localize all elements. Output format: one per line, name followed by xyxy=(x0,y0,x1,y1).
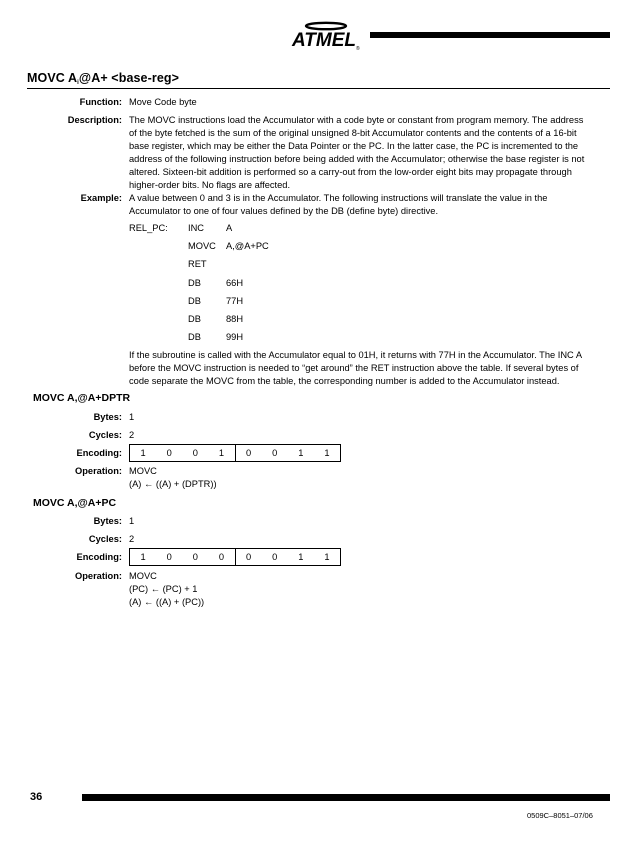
atmel-logo xyxy=(290,16,362,52)
operation-line: (PC) ← (PC) + 1 xyxy=(129,584,198,594)
code-label: REL_PC: xyxy=(129,223,168,233)
encoding-bit: 0 xyxy=(272,552,278,562)
description-line: of the byte fetched is the sum of the original unsigned 8-bit Accumulator contents and the contents of a 16-bit xyxy=(129,128,577,138)
bytes-value: 1 xyxy=(129,412,135,422)
operation-label: Operation: xyxy=(74,571,122,581)
registered-mark: ® xyxy=(356,46,360,52)
code-op: MOVC xyxy=(188,241,216,251)
page-title: MOVC $A_i@A+$ <base-reg> xyxy=(27,71,180,86)
operation-text xyxy=(129,570,607,609)
encoding-bit: 1 xyxy=(298,552,304,562)
encoding-table-dptr xyxy=(129,444,341,462)
encoding-bit: 0 xyxy=(218,552,225,562)
operation-line: (A) ← ((A) + (DPTR)) xyxy=(129,479,217,489)
encoding-bit: 1 xyxy=(218,448,225,458)
code-arg: 88H xyxy=(226,314,244,324)
logo-text: ATMEL xyxy=(291,30,357,51)
encoding-bit: 0 xyxy=(192,552,198,562)
encoding-bit: 1 xyxy=(140,448,146,458)
example-after-line: code separate the MOVC from the table, the corresponding number is added to the Accumulator instead. xyxy=(129,376,560,386)
description-line: address of the following instruction before being added with the Accumulator; otherwise the base register is not xyxy=(129,154,585,164)
header-bar xyxy=(370,32,610,38)
footer-bar xyxy=(82,794,610,801)
code-op: RET xyxy=(188,259,207,269)
bytes-value: 1 xyxy=(129,516,135,526)
description-line: higher-order bits. No flags are affected. xyxy=(129,180,291,190)
cycles-label: Cycles: xyxy=(88,534,122,544)
cycles-value: 2 xyxy=(129,430,135,440)
encoding-bit: 0 xyxy=(272,448,278,458)
cycles-value: 2 xyxy=(129,534,135,544)
operation-line: MOVC xyxy=(129,571,157,581)
encoding-bit: 0 xyxy=(192,448,198,458)
example-line: Accumulator to one of four values defined by the DB (define byte) directive. xyxy=(129,206,439,216)
section-heading-pc: MOVC A,@A+PC xyxy=(33,497,117,509)
title-suffix: @A+ <base-reg> xyxy=(78,71,180,85)
description-line: The MOVC instructions load the Accumulator with a code byte or constant from program memory. The address xyxy=(129,115,584,125)
code-op: DB xyxy=(188,296,201,306)
function-label: Function: xyxy=(79,97,122,107)
code-op: DB xyxy=(188,314,201,324)
code-arg: 66H xyxy=(226,278,244,288)
operation-text xyxy=(129,465,607,491)
example-text xyxy=(129,192,607,218)
encoding-table-pc xyxy=(129,548,341,566)
example-after-text xyxy=(129,349,607,388)
encoding-bit: 1 xyxy=(298,448,304,458)
cycles-label: Cycles: xyxy=(88,430,122,440)
description-line: base register, which may be either the Data Pointer or the PC. In the latter case, the PC is incremented to the xyxy=(129,141,579,151)
encoding-bit: 1 xyxy=(140,552,146,562)
bytes-label: Bytes: xyxy=(93,516,122,526)
page-number: 36 xyxy=(30,791,43,803)
description-text xyxy=(129,114,607,192)
encoding-label: Encoding: xyxy=(76,448,122,458)
example-label: Example: xyxy=(80,193,122,203)
encoding-bit: 1 xyxy=(324,552,330,562)
function-text: Move Code byte xyxy=(129,97,197,107)
encoding-bit: 1 xyxy=(324,448,330,458)
code-arg: A,@A+PC xyxy=(226,241,269,251)
encoding-label: Encoding: xyxy=(76,552,122,562)
operation-label: Operation: xyxy=(74,466,122,476)
title-rule xyxy=(27,88,610,89)
code-arg: 77H xyxy=(226,296,244,306)
code-op: INC xyxy=(188,223,205,233)
code-op: DB xyxy=(188,278,201,288)
encoding-bit: 0 xyxy=(166,448,172,458)
example-after-line: before the MOVC instruction is needed to “get around” the RET instruction above the table. If several bytes of xyxy=(129,363,579,373)
encoding-bit: 0 xyxy=(166,552,172,562)
code-arg: 99H xyxy=(226,332,244,342)
example-after-line: If the subroutine is called with the Accumulator equal to 01H, it returns with 77H in the Accumulator. The INC A xyxy=(129,350,583,360)
operation-line: MOVC xyxy=(129,466,157,476)
encoding-bit: 0 xyxy=(235,549,262,565)
description-line: altered. Sixteen-bit addition is performed so a carry-out from the low-order eight bits may propagate through xyxy=(129,167,572,177)
code-op: DB xyxy=(188,332,201,342)
document-number: 0509C–8051–07/06 xyxy=(527,811,593,820)
bytes-label: Bytes: xyxy=(93,412,122,422)
encoding-bit: 0 xyxy=(235,445,262,461)
title-prefix: MOVC A xyxy=(27,71,78,85)
example-line: A value between 0 and 3 is in the Accumulator. The following instructions will translate the value in the xyxy=(129,193,548,203)
section-heading-dptr: MOVC A,@A+DPTR xyxy=(33,392,131,404)
description-label: Description: xyxy=(67,115,122,125)
operation-line: (A) ← ((A) + (PC)) xyxy=(129,597,205,607)
code-arg: A xyxy=(226,223,233,233)
